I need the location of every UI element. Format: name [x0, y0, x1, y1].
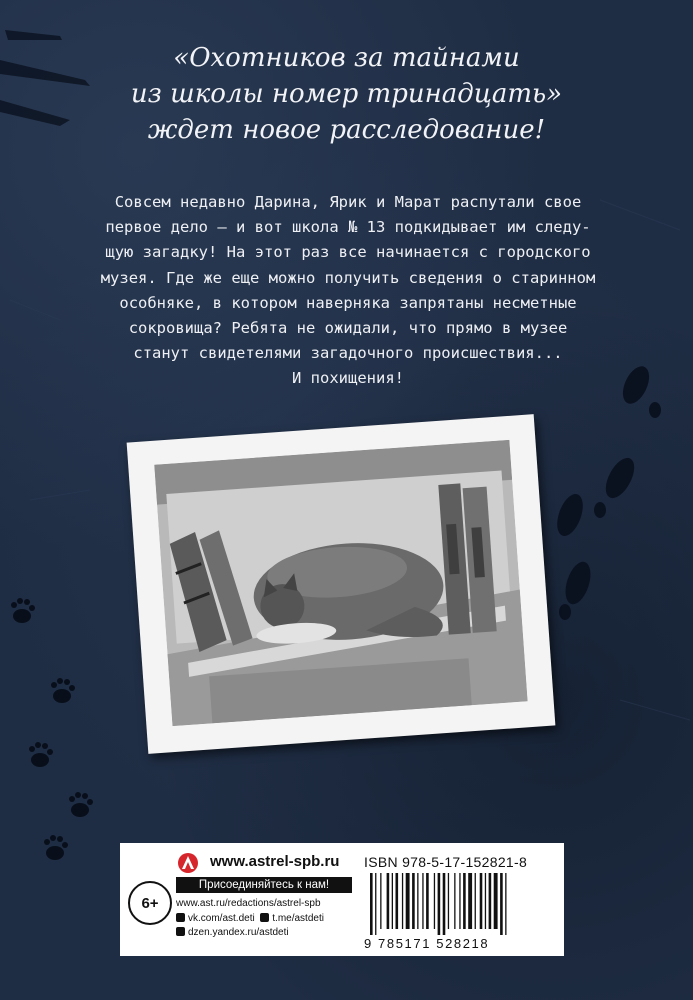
barcode-number: 9 785171 528218	[364, 936, 490, 951]
isbn-number: ISBN 978-5-17-152821-8	[364, 854, 528, 870]
cat-on-shelf-drawing	[154, 440, 527, 726]
description-line: щую загадку! На этот раз все начинается с городского	[105, 243, 591, 262]
publisher-website[interactable]: www.astrel-spb.ru	[210, 853, 340, 870]
description-line: музея. Где же еще можно получить сведения о старинном	[100, 268, 596, 287]
book-tagline	[0, 40, 693, 148]
book-description	[58, 190, 638, 392]
dzen-link[interactable]: dzen.yandex.ru/astdeti	[188, 927, 289, 938]
shoe-prints	[552, 362, 661, 620]
telegram-icon	[260, 913, 269, 922]
barcode	[366, 873, 556, 935]
join-us-banner: Присоединяйтесь к нам!	[176, 877, 352, 893]
description-line: Совсем недавно Дарина, Ярик и Марат распутали свое	[114, 193, 582, 211]
tagline-line-1: «Охотников за тайнами	[173, 43, 520, 73]
telegram-link[interactable]: t.me/astdeti	[272, 912, 324, 924]
description-line: сокровища? Ребята не ожидали, что прямо в музее	[128, 319, 568, 338]
description-line: станут свидетелями загадочного происшествия...	[133, 344, 563, 363]
description-line: особняке, в котором наверняка запрятаны несметные	[119, 293, 577, 312]
description-line: первое дело — и вот школа № 13 подкидывает им следу-	[105, 218, 591, 237]
description-line: И похищения!	[292, 369, 404, 388]
photo-illustration	[127, 414, 556, 754]
social-links	[176, 897, 324, 941]
publisher-logo-icon	[178, 853, 198, 873]
vk-icon	[176, 913, 185, 922]
publisher-info-box	[120, 843, 564, 956]
paw-prints	[11, 598, 93, 860]
redactions-link[interactable]: www.ast.ru/redactions/astrel-spb	[176, 898, 321, 909]
vk-link[interactable]: vk.com/ast.deti	[188, 912, 255, 924]
dzen-icon	[176, 927, 185, 936]
tagline-line-3: ждет новое расследование!	[147, 115, 546, 145]
tagline-line-2: из школы номер тринадцать»	[130, 79, 563, 109]
age-rating-badge: 6+	[128, 881, 172, 925]
